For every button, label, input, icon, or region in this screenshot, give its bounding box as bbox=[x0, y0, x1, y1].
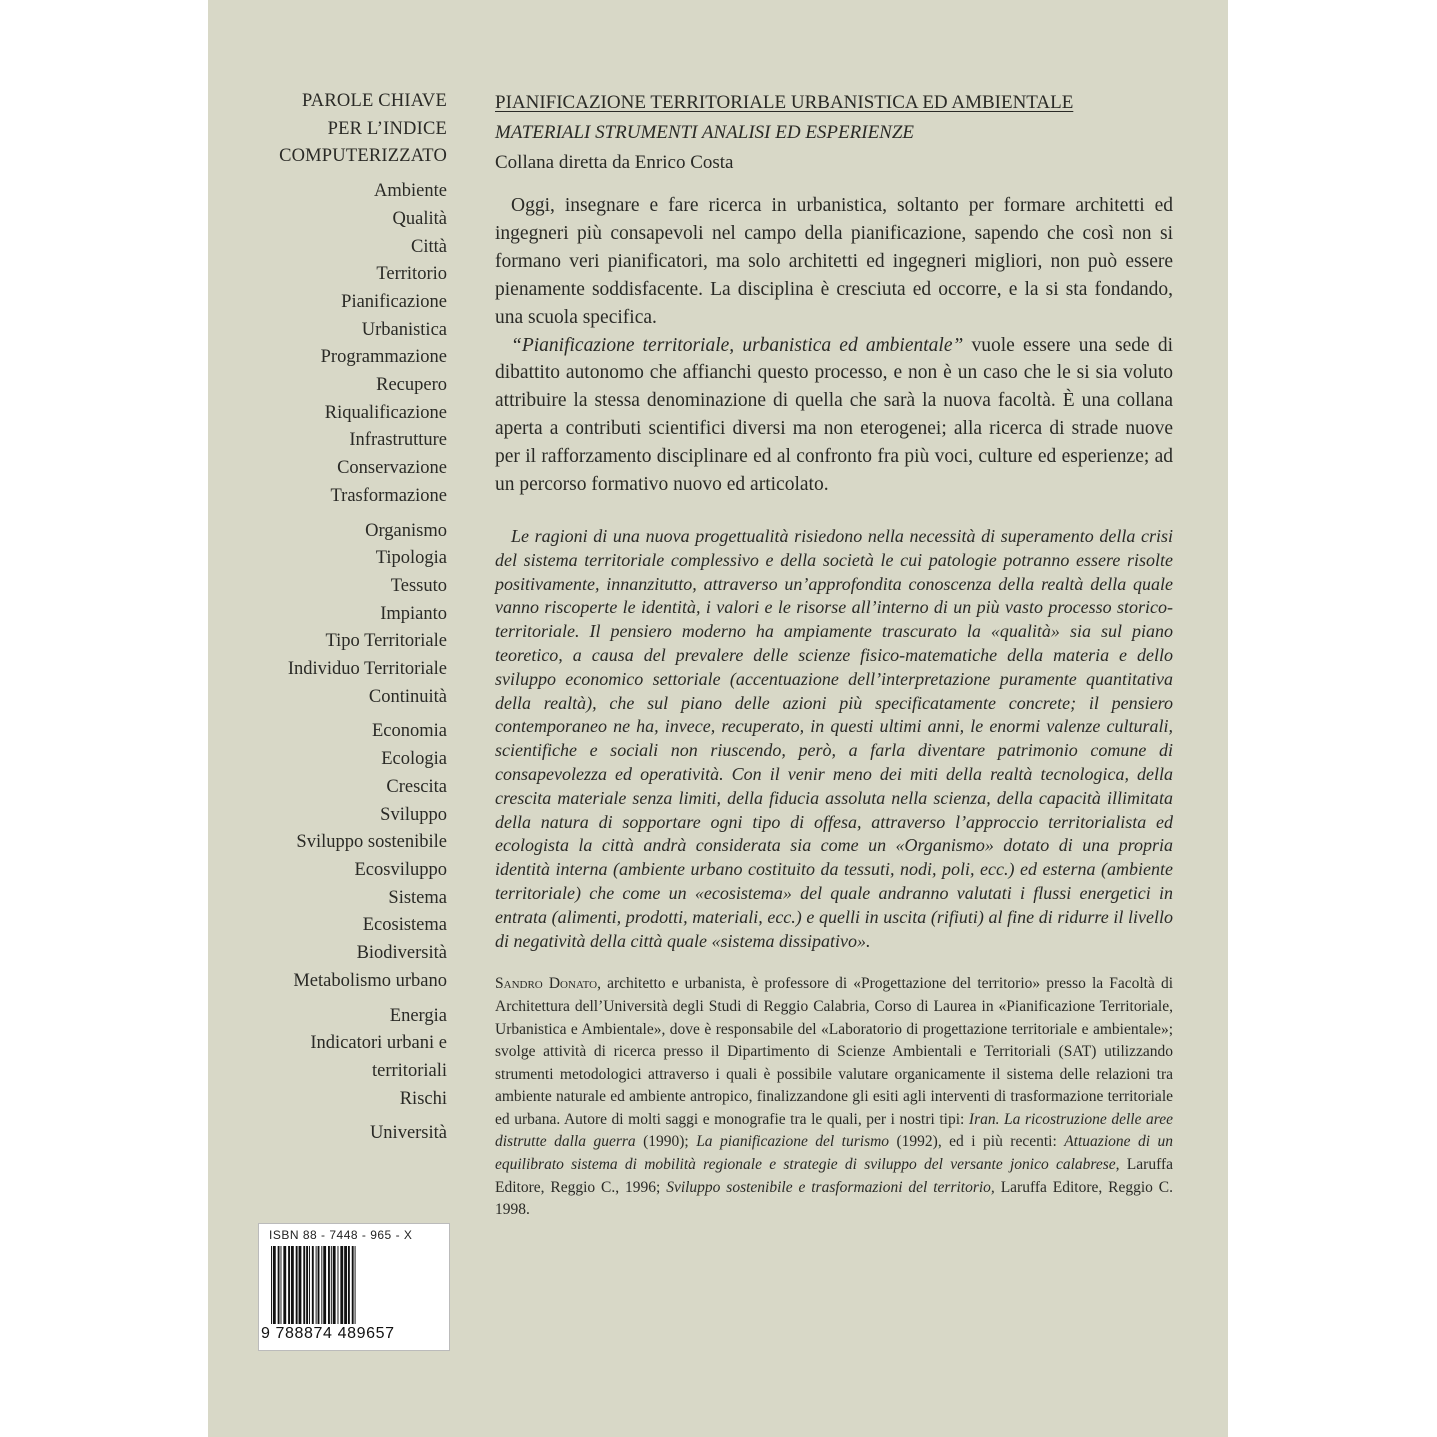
keyword: Trasformazione bbox=[330, 485, 447, 506]
main-text-column bbox=[495, 88, 1173, 1222]
isbn-barcode bbox=[258, 1223, 450, 1351]
intro-paragraph: Oggi, insegnare e fare ricerca in urbanistica, soltanto per formare architetti ed ingegneri più consapevoli nel campo della pianificazione, sapendo che così non si formano veri pianificatori, ma solo architetti ed ingegneri migliori, non può essere pienamente soddisfacente. La disciplina è cresciuta ed occorre, e la si sta fondando, una scuola specifica. bbox=[495, 195, 1173, 328]
keyword: Crescita bbox=[386, 776, 447, 797]
keyword: Pianificazione bbox=[341, 291, 447, 312]
keyword: Qualità bbox=[392, 208, 447, 229]
barcode-bar bbox=[271, 1246, 272, 1324]
barcode-bar bbox=[283, 1246, 286, 1324]
book-title: Iran. La ricostruzione delle aree distrutte dalla guerra bbox=[495, 1110, 1173, 1151]
barcode-bar bbox=[278, 1246, 280, 1324]
barcode-bar bbox=[312, 1246, 314, 1324]
keyword: Rischi bbox=[399, 1088, 447, 1109]
italic-statement: Le ragioni di una nuova progettualità risiedono nella necessità di superamento della crisi del sistema territoriale complessivo e della società le cui patologie potranno essere risolte positivamente, innanzitutto, attraverso un’approfondita conoscenza della realtà della quale vanno riscoperte le identità, i valori e le risorse all’interno di un più vasto processo storico-territoriale. Il pensiero moderno ha ampiamente trascurato la «qualità» sia sul piano teoretico, a causa del prevalere delle scienze fisico-matematiche della materia e dello sviluppo economico settoriale (accentuazione dell’interpretazione puramente quantitativa della realtà), che sul piano delle azioni più specificatamente concrete; il pensiero contemporaneo ne ha, invece, recuperato, in questi ultimi anni, le enormi valenze culturali, scientifiche e sociali non riuscendo, però, a farla diventare patrimonio comune di consapevolezza ed operatività. Con il venir meno dei miti della realtà tecnologica, della crescita materiale senza limiti, della fiducia assoluta nella scienza, della capacità illimitata della natura di sopportare ogni tipo di offesa, attraverso l’approccio territorialista ed ecologista la città andrà considerata sia come un «Organismo» dotato di una propria identità interna (ambiente urbano costituito da tessuti, nodi, poli, ecc.) ed esterna (ambiente territoriale) che come un «ecosistema» del quale andranno valutati i flussi energetici in entrata (alimenti, prodotti, materiali, ecc.) e quelli in uscita (rifiuti) al fine di ridurre il livello di negatività della città quale «sistema dissipativo». bbox=[495, 525, 1173, 951]
keyword: Programmazione bbox=[320, 347, 447, 368]
barcode-digits: 9 788874 489657 bbox=[261, 1325, 395, 1342]
bio-text: Laruffa Editore, Reggio C. 1998. bbox=[495, 1178, 1173, 1219]
keyword: Città bbox=[411, 236, 447, 257]
barcode-bar bbox=[296, 1246, 298, 1324]
keyword: Biodiversità bbox=[356, 943, 447, 964]
barcode-bar bbox=[316, 1246, 317, 1324]
barcode-bar bbox=[318, 1246, 320, 1324]
keyword: Sviluppo bbox=[380, 804, 447, 825]
series-editor: Collana diretta da Enrico Costa bbox=[495, 152, 734, 173]
keyword: territoriali bbox=[372, 1060, 447, 1081]
keyword: Tipo Territoriale bbox=[325, 631, 447, 652]
keyword: Energia bbox=[389, 1005, 447, 1026]
keyword-group bbox=[240, 718, 447, 995]
intro-paragraph bbox=[495, 332, 1173, 499]
keyword: Urbanistica bbox=[361, 319, 447, 340]
barcode-bar bbox=[291, 1246, 294, 1324]
keyword: Economia bbox=[371, 721, 447, 742]
author-name: Sandro Donato bbox=[495, 975, 598, 993]
series-subtitle: MATERIALI STRUMENTI ANALISI ED ESPERIENZE bbox=[495, 122, 915, 143]
barcode-bar bbox=[328, 1246, 330, 1324]
barcode-bar bbox=[321, 1246, 322, 1324]
barcode-bar bbox=[273, 1246, 276, 1324]
keyword: Ecologia bbox=[381, 749, 447, 770]
barcode-bar bbox=[344, 1246, 347, 1324]
keyword: Tipologia bbox=[375, 548, 447, 569]
barcode-bar bbox=[352, 1246, 354, 1324]
bio-text: Laruffa Editore, Reggio C., 1996; bbox=[495, 1156, 1173, 1196]
keyword: Indicatori urbani e bbox=[310, 1033, 447, 1054]
keyword: Tessuto bbox=[390, 575, 447, 596]
barcode-bar bbox=[306, 1246, 308, 1324]
keywords-heading-line: PER L’INDICE bbox=[327, 118, 447, 139]
keyword: Ecosistema bbox=[362, 915, 447, 936]
keyword-groups bbox=[240, 178, 447, 1148]
barcode-bar bbox=[288, 1246, 290, 1324]
barcode-bar bbox=[348, 1246, 350, 1324]
keyword: Territorio bbox=[376, 264, 447, 285]
author-bio bbox=[495, 973, 1173, 1222]
keyword-group bbox=[240, 178, 447, 510]
keywords-column bbox=[240, 88, 447, 1155]
book-title: Sviluppo sostenibile e trasformazioni del territorio, bbox=[666, 1178, 995, 1196]
barcode-bar bbox=[303, 1246, 305, 1324]
bio-text: (1992), ed i più recenti: bbox=[889, 1133, 1065, 1151]
keyword: Sistema bbox=[388, 887, 447, 908]
keyword: Ecosviluppo bbox=[354, 859, 447, 880]
keyword: Conservazione bbox=[337, 458, 447, 479]
barcode-bar bbox=[355, 1246, 356, 1324]
keyword-group bbox=[240, 1120, 447, 1148]
keyword: Infrastrutture bbox=[349, 430, 447, 451]
keyword: Riqualificazione bbox=[324, 402, 447, 423]
series-name-italic: “Pianificazione territoriale, urbanistica ed ambientale” bbox=[511, 334, 964, 356]
keywords-heading bbox=[240, 88, 447, 171]
keyword: Sviluppo sostenibile bbox=[296, 832, 447, 853]
barcode-bar bbox=[281, 1246, 282, 1324]
book-title: Attuazione di un equilibrato sistema di mobilità regionale e strategie di sviluppo del versante jonico calabrese, bbox=[495, 1133, 1173, 1174]
intro-paragraph-text: vuole essere una sede di dibattito autonomo che affianchi questo processo, e non è un caso che le si sia voluto attribuire la stessa denominazione di quella che sarà la nuova facoltà. È una collana aperta a contributi scientifici diversi ma non eterogenei; alla ricerca di strade nuove per il rafforzamento disciplinare ed al confronto fra più voci, culture ed esperienze; ad un percorso formativo nuovo ed articolato. bbox=[495, 334, 1173, 496]
barcode-bars bbox=[269, 1246, 439, 1324]
keyword: Ambiente bbox=[374, 181, 447, 202]
series-title: PIANIFICAZIONE TERRITORIALE URBANISTICA ED AMBIENTALE bbox=[495, 92, 1074, 113]
barcode-bar bbox=[331, 1246, 332, 1324]
bio-text: , architetto e urbanista, è professore di «Progettazione del territorio» presso la Facoltà di Architettura dell’Università degli Studi di Reggio Calabria, Corso di Laurea in «Pianificazione Territoriale, Urbanistica e Ambientale», dove è responsabile del «Laboratorio di progettazione territoriale e ambientale»; svolge attività di ricerca presso il Dipartimento di Scienze Ambientali e Territoriali (SAT) utilizzando strumenti metodologici attraverso i quali è possibile valutare organicamente il sistema delle relazioni tra ambiente naturale ed ambiente antropico, finalizzandone gli esiti agli interventi di trasformazione territoriale ed urbana. Autore di molti saggi e monografie tra le quali, per i nostri tipi: bbox=[495, 975, 1173, 1128]
keyword: Impianto bbox=[380, 603, 447, 624]
barcode-bar bbox=[299, 1246, 302, 1324]
keyword: Metabolismo urbano bbox=[293, 970, 447, 991]
keyword: Individuo Territoriale bbox=[287, 659, 447, 680]
barcode-bar bbox=[340, 1246, 343, 1324]
barcode-bar bbox=[338, 1246, 339, 1324]
keyword: Organismo bbox=[365, 520, 447, 541]
keyword-group bbox=[240, 518, 447, 712]
keyword: Recupero bbox=[376, 375, 447, 396]
keyword: Continuità bbox=[368, 686, 447, 707]
bio-text: (1990); bbox=[635, 1133, 697, 1151]
keywords-heading-line: PAROLE CHIAVE bbox=[302, 91, 447, 111]
barcode-bar bbox=[309, 1246, 310, 1324]
keywords-heading-line: COMPUTERIZZATO bbox=[279, 146, 447, 167]
keyword: Università bbox=[369, 1123, 447, 1144]
book-title: La pianificazione del turismo bbox=[696, 1133, 890, 1151]
isbn-label: ISBN 88 - 7448 - 965 - X bbox=[269, 1228, 413, 1242]
barcode-bar bbox=[333, 1246, 336, 1324]
barcode-bar bbox=[323, 1246, 326, 1324]
keyword-group bbox=[240, 1003, 447, 1114]
